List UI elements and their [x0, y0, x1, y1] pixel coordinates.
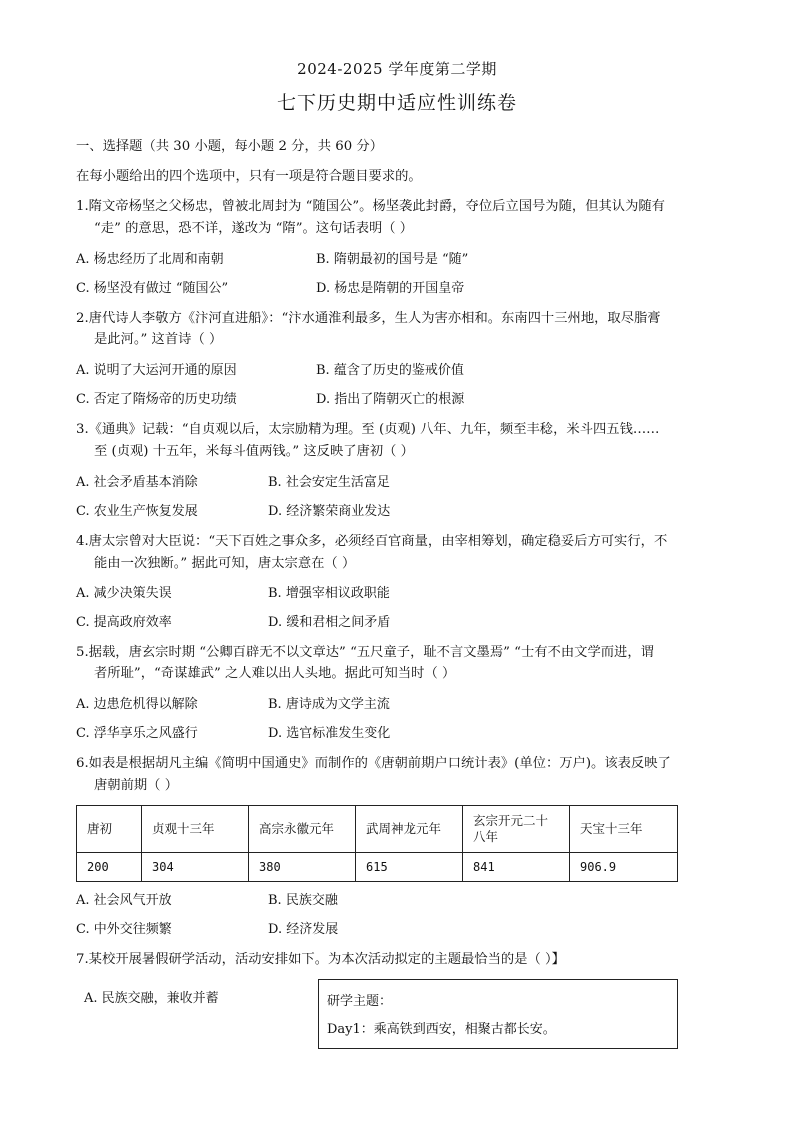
q4-option-d: D. 缓和君相之间矛盾: [268, 615, 391, 630]
q6-option-b: B. 民族交融: [268, 893, 338, 908]
study-trip-theme-label: 研学主题：: [327, 994, 393, 1009]
table-header-cell: 武周神龙元年: [356, 806, 463, 853]
table-header-cell: 天宝十三年: [570, 806, 678, 853]
table-cell: 200: [77, 853, 142, 882]
q5-option-c: C. 浮华享乐之风盛行: [76, 726, 198, 741]
table-row: [77, 853, 678, 882]
q2-stem-line2: 是此河。” 这首诗（ ）: [94, 332, 223, 347]
q2-option-a: A. 说明了大运河开通的原因: [76, 363, 237, 378]
q2-option-d: D. 指出了隋朝灭亡的根源: [316, 392, 465, 407]
section-instruction: 在每小题给出的四个选项中，只有一项是符合题目要求的。: [76, 169, 422, 184]
table-cell: 304: [142, 853, 249, 882]
table-header-cell: 唐初: [77, 806, 142, 853]
table-header-cell: 玄宗开元二十八年: [463, 806, 570, 853]
q4-stem-line2: 能由一次独断。” 据此可知，唐太宗意在（ ）: [94, 556, 356, 571]
q6-stem-line2: 唐朝前期（ ）: [94, 778, 179, 793]
household-stats-table: [76, 805, 678, 882]
q6-option-c: C. 中外交往频繁: [76, 922, 172, 937]
q5-option-a: A. 边患危机得以解除: [76, 697, 198, 712]
q7-stem-line1: 7.某校开展暑假研学活动，活动安排如下。为本次活动拟定的主题最恰当的是（ ）】: [76, 952, 565, 967]
table-cell: 841: [463, 853, 570, 882]
q5-stem-line2: 者所耻”，“奇谋雄武” 之人难以出人头地。据此可知当时（ ）: [94, 666, 456, 681]
q6-option-a: A. 社会风气开放: [76, 893, 172, 908]
table-cell: 380: [249, 853, 356, 882]
table-header-row: [77, 806, 678, 853]
q1-stem-line2: “走” 的意思，恐不详，遂改为 “隋”。这句话表明（ ）: [94, 221, 414, 236]
q6-option-d: D. 经济发展: [268, 922, 339, 937]
q2-stem-line1: 2.唐代诗人李敬方《汴河直进船》：“汴水通淮利最多，生人为害亦相和。东南四十三州地，取尽脂膏: [76, 311, 661, 326]
q3-option-d: D. 经济繁荣商业发达: [268, 504, 391, 519]
q6-stem-line1: 6.如表是根据胡凡主编《简明中国通史》而制作的《唐朝前期户口统计表》(单位：万户)。该表反映了: [76, 756, 671, 771]
q4-option-b: B. 增强宰相议政职能: [268, 586, 390, 601]
q1-option-d: D. 杨忠是隋朝的开国皇帝: [316, 281, 465, 296]
q1-option-b: B. 隋朝最初的国号是 “随”: [316, 252, 469, 267]
table-header-cell: 贞观十三年: [142, 806, 249, 853]
q2-option-b: B. 蕴含了历史的鉴戒价值: [316, 363, 464, 378]
term-heading: 2024-2025 学年度第二学期: [297, 60, 497, 78]
q4-option-a: A. 减少决策失误: [76, 586, 172, 601]
q2-option-c: C. 否定了隋炀帝的历史功绩: [76, 392, 237, 407]
q5-stem-line1: 5.据载，唐玄宗时期 “公卿百辟无不以文章达” “五尺童子，耻不言文墨焉” “士有不由文学而进，谓: [76, 645, 654, 660]
table-header-cell: 高宗永徽元年: [249, 806, 356, 853]
q1-stem-line1: 1.隋文帝杨坚之父杨忠，曾被北周封为 “随国公”。杨坚袭此封爵，夺位后立国号为随，但其认为随有: [76, 199, 665, 214]
q3-option-b: B. 社会安定生活富足: [268, 475, 390, 490]
study-trip-box: [318, 979, 678, 1049]
q5-option-b: B. 唐诗成为文学主流: [268, 697, 390, 712]
section-heading: 一、选择题（共 30 小题，每小题 2 分，共 60 分）: [76, 139, 384, 154]
q1-option-a: A. 杨忠经历了北周和南朝: [76, 252, 224, 267]
table-cell: 906.9: [570, 853, 678, 882]
q5-option-d: D. 选官标准发生变化: [268, 726, 391, 741]
q1-option-c: C. 杨坚没有做过 “随国公”: [76, 281, 229, 296]
q3-option-c: C. 农业生产恢复发展: [76, 504, 198, 519]
q7-option-a: A. 民族交融，兼收并蓄: [84, 991, 219, 1006]
q3-stem-line1: 3.《通典》记载：“自贞观以后，太宗励精为理。至 (贞观) 八年、九年，频至丰稔，米斗四五钱……: [76, 422, 660, 437]
q3-option-a: A. 社会矛盾基本消除: [76, 475, 198, 490]
q3-stem-line2: 至 (贞观) 十五年，米每斗值两钱。” 这反映了唐初（ ）: [94, 444, 414, 459]
q4-stem-line1: 4.唐太宗曾对大臣说：“天下百姓之事众多，必须经百官商量，由宰相筹划，确定稳妥后方可实行，不: [76, 534, 668, 549]
q4-option-c: C. 提高政府效率: [76, 615, 172, 630]
table-cell: 615: [356, 853, 463, 882]
exam-title: 七下历史期中适应性训练卷: [276, 92, 517, 114]
study-trip-day1: Day1：乘高铁到西安，相聚古都长安。: [327, 1022, 556, 1037]
